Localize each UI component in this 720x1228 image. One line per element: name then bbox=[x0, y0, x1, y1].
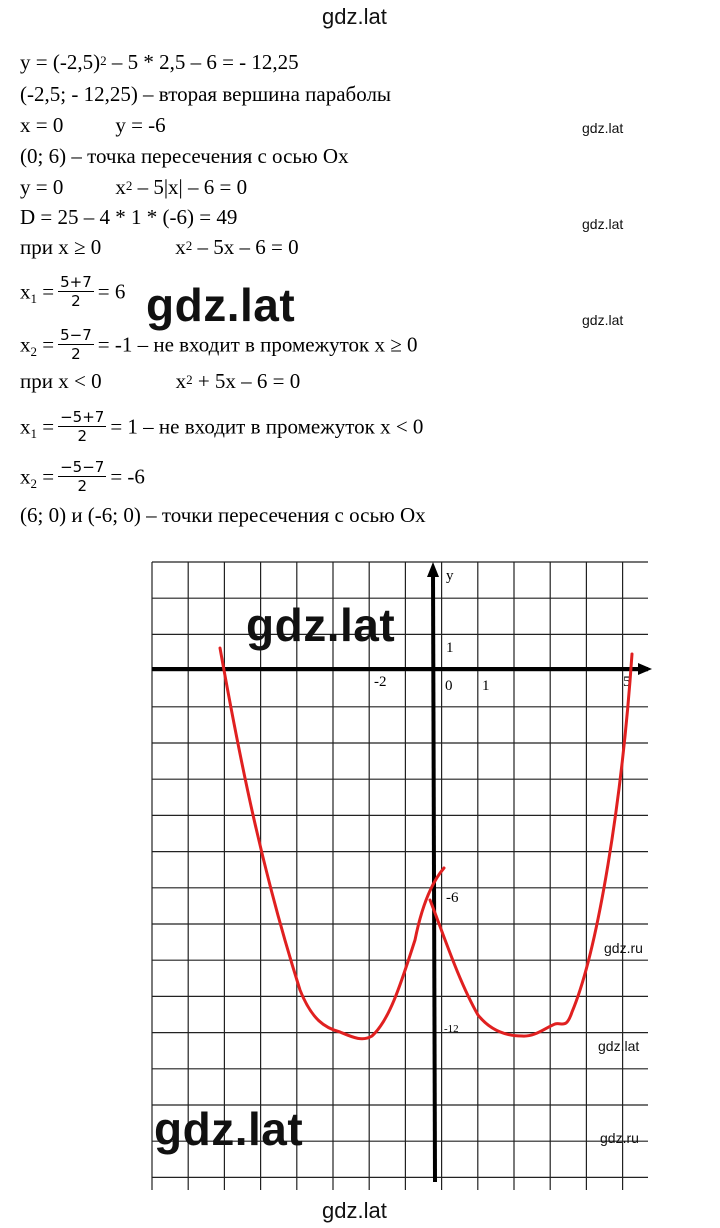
x-axis-arrow bbox=[638, 663, 652, 675]
line-9: $x_2$ = $\frac{5-7}{2}$ = -1 – не входит в промежуток x ≥ 0 bbox=[20, 326, 418, 363]
line-5: y = 0 $x^2 - 5|x| - 6 = 0$ bbox=[20, 175, 248, 199]
line-11: $x_1$ = $\frac{-5+7}{2}$ = 1 – не входит в промежуток x < 0 bbox=[20, 408, 424, 445]
label-x-one: 1 bbox=[482, 678, 490, 694]
line-13: (6; 0) и (-6; 0) – точки пересечения с осью Ox bbox=[20, 503, 426, 527]
curve-right-branch bbox=[430, 654, 632, 1036]
label-y-one: 1 bbox=[446, 640, 454, 656]
line-7: при x ≥ 0 $x^2 - 5x - 6 = 0$ bbox=[20, 235, 299, 259]
watermark-right-3: gdz.lat bbox=[582, 312, 624, 328]
line-4: (0; 6) – точка пересечения с осью Ox bbox=[20, 144, 349, 168]
watermark-chart-ru-2: gdz.ru bbox=[600, 1130, 639, 1146]
fraction: $\frac{5-7}{2}$ bbox=[60, 326, 92, 363]
label-origin: 0 bbox=[445, 678, 453, 694]
graph-grid bbox=[152, 562, 648, 1190]
fraction: $\frac{-5+7}{2}$ bbox=[60, 408, 105, 445]
line-8: $x_1$ = $\frac{5+7}{2}$ = 6 bbox=[20, 273, 126, 310]
label-y-neg12: -12 bbox=[444, 1023, 459, 1035]
line-12: $x_2$ = $\frac{-5-7}{2}$ = -6 bbox=[20, 458, 145, 495]
y-axis-arrow bbox=[427, 562, 439, 577]
fraction: $\frac{5+7}{2}$ bbox=[60, 273, 92, 310]
line-1: $y = (-2,5)^2 - 5 * 2,5 - 6$ = - 12,25 bbox=[20, 50, 299, 74]
watermark-big-1: gdz.lat bbox=[146, 279, 296, 331]
line-2: (-2,5; - 12,25) – вторая вершина параболы bbox=[20, 82, 392, 106]
watermark-big-2: gdz.lat bbox=[246, 599, 396, 651]
watermark-right-2: gdz.lat bbox=[582, 216, 624, 232]
watermark-top: gdz.lat bbox=[322, 4, 387, 29]
watermark-chart-lat: gdz.lat bbox=[598, 1038, 640, 1054]
watermark-big-3: gdz.lat bbox=[154, 1103, 304, 1155]
watermark-right-1: gdz.lat bbox=[582, 120, 624, 136]
label-x-five: 5 bbox=[623, 674, 631, 690]
label-y-neg6: -6 bbox=[446, 890, 459, 906]
watermark-bottom: gdz.lat bbox=[322, 1198, 387, 1223]
line-3: x = 0 y = -6 bbox=[20, 113, 166, 137]
label-x-neg2: -2 bbox=[374, 674, 387, 690]
watermark-chart-ru-1: gdz.ru bbox=[604, 940, 643, 956]
y-axis-label: y bbox=[446, 568, 454, 584]
line-10: при x < 0 $x^2 + 5x - 6 = 0$ bbox=[20, 369, 301, 393]
line-6: D = 25 – 4 * 1 * (-6) = 49 bbox=[20, 205, 238, 229]
y-axis bbox=[433, 572, 435, 1182]
fraction: $\frac{-5-7}{2}$ bbox=[60, 458, 105, 495]
graph-axes bbox=[152, 562, 652, 1182]
